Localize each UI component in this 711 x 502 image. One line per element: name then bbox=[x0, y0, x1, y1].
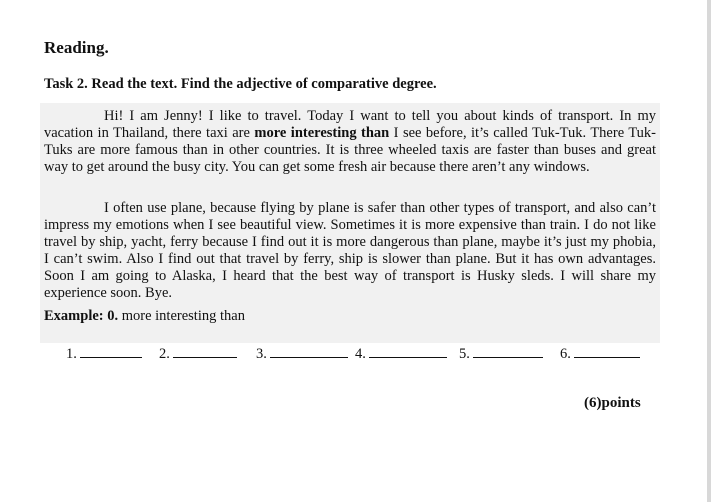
section-heading: Reading. bbox=[44, 38, 109, 57]
answer-line[interactable] bbox=[173, 345, 237, 358]
answer-number: 1. bbox=[66, 346, 77, 362]
points-label: (6)points bbox=[584, 395, 641, 411]
answer-number: 3. bbox=[256, 346, 267, 362]
reading-paragraph-1 bbox=[44, 108, 656, 176]
example-line bbox=[44, 308, 245, 325]
page-edge bbox=[707, 0, 711, 502]
answer-blank-6[interactable] bbox=[560, 345, 640, 363]
answer-number: 2. bbox=[159, 346, 170, 362]
answer-number: 5. bbox=[459, 346, 470, 362]
answer-blank-1[interactable] bbox=[66, 345, 142, 363]
paragraph-1-start: Hi! I am Jenny! I like to travel. Today I want to tell you about kinds of transport. In my vacation in Thailand, there taxi are bbox=[44, 108, 656, 141]
example-label: Example: 0. bbox=[44, 308, 119, 324]
task-instruction: Task 2. Read the text. Find the adjective of comparative degree. bbox=[44, 76, 437, 92]
highlighted-comparative: more interesting than bbox=[254, 125, 390, 141]
answer-line[interactable] bbox=[473, 345, 543, 358]
paragraph-1-end: I see before, it’s called Tuk-Tuk. There Tuk-Tuks are more famous than in other countries. It is three wheeled taxis are faster than buses and great way to get around the busy city. You can get some fresh air because there aren’t any windows. bbox=[44, 125, 656, 175]
example-answer: more interesting than bbox=[118, 308, 245, 324]
answer-number: 6. bbox=[560, 346, 571, 362]
answer-blank-2[interactable] bbox=[159, 345, 237, 363]
answer-blank-3[interactable] bbox=[256, 345, 348, 363]
answer-blank-4[interactable] bbox=[355, 345, 447, 363]
answer-blank-5[interactable] bbox=[459, 345, 543, 363]
answer-line[interactable] bbox=[270, 345, 348, 358]
answer-number: 4. bbox=[355, 346, 366, 362]
answer-line[interactable] bbox=[80, 345, 142, 358]
answer-line[interactable] bbox=[574, 345, 640, 358]
answer-line[interactable] bbox=[369, 345, 447, 358]
reading-paragraph-2: I often use plane, because flying by plane is safer than other types of transport, and also can’t impress my emotions when I see beautiful view. Sometimes it is more expensive than train. I do not like travel by ship, yacht, ferry because I find out it is more dangerous than plane, maybe it’s just my phobia, I can’t swim. Also I find out that travel by ferry, ship is slower than plane. But it has own advantages. Soon I am going to Alaska, I heard that the best way of transport is Husky sleds. I will share my experience soon. Bye. bbox=[44, 200, 656, 301]
